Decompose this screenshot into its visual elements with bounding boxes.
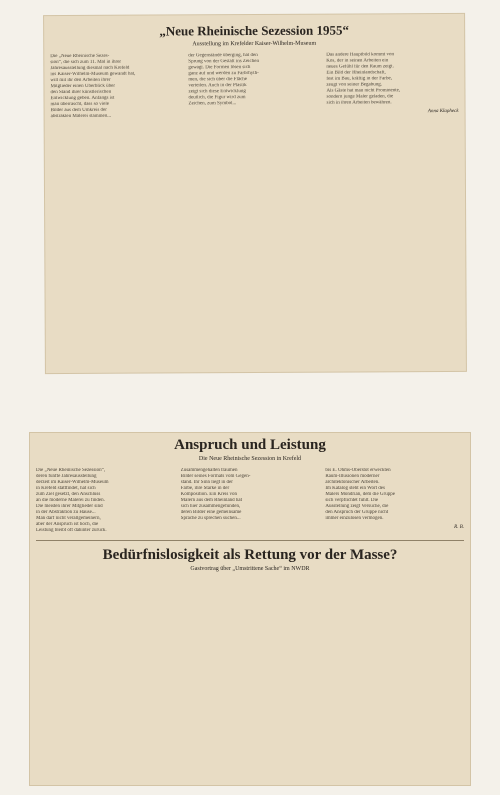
article-column-2	[188, 53, 320, 120]
text-line: Die „Neue Rheinische Sezession“,	[36, 468, 106, 473]
text-line: Bilder seines Formats vom Gegen-	[180, 474, 251, 479]
text-line: sion“, die sich zum 11. Mal in ihrer	[50, 59, 122, 66]
article-column-1	[50, 53, 182, 120]
text-line: Jahresausstellung diesmal nach Krefeld	[50, 65, 130, 72]
article-subheadline: Ausstellung im Krefelder Kaiser-Wilhelm-Museum	[192, 40, 317, 48]
text-line: Malern aus dem Rheinland hat	[180, 498, 243, 503]
article-column-1	[36, 468, 175, 534]
text-line: ins Kaiser-Wilhelm-Museum gewandt hat,	[50, 71, 136, 78]
text-line: sich in ihren Arbeiten bewähren.	[326, 100, 392, 106]
article-subheadline: Die Neue Rheinische Sezession in Krefeld	[198, 456, 302, 462]
text-line: Komposition. Ein Kreis von	[180, 492, 238, 497]
author-signature: Anna Klapheck	[427, 108, 459, 115]
text-line: Die meisten ihrer Mitglieder sind	[36, 504, 103, 509]
text-line: will mit ihr den Arbeiten ihrer	[50, 77, 111, 84]
text-line: architektonischer Arbeiten.	[325, 480, 380, 485]
text-line: ganz auf und werden zu Farbrhyth-	[188, 70, 259, 77]
text-line: in der Abstraktion zu Hause...	[36, 510, 96, 515]
text-line: zum Ziel gesetzt, den Anschluss	[36, 492, 101, 497]
text-line: Malers Mondrian, dem die Gruppe	[325, 492, 395, 497]
article-headline: Anspruch und Leistung	[174, 437, 326, 453]
text-line: Sprache zu sprechen suchen...	[180, 516, 241, 521]
article-column-2	[181, 468, 320, 534]
text-line: deren fünfte Jahresausstellung	[36, 474, 97, 479]
text-line: fest im Bau, kräftig in der Farbe,	[326, 76, 392, 82]
text-line: sondern junge Maler geladen, die	[326, 94, 394, 100]
text-line: gewagt. Die Formen lösen sich	[188, 65, 251, 71]
author-signature: R. B.	[454, 525, 465, 530]
article-column-3	[325, 468, 464, 534]
text-line: Das andere Hauptbild kommt von	[326, 52, 395, 58]
text-line: an die moderne Malerei zu finden.	[36, 498, 105, 503]
text-line: den Anspruch der Gruppe nicht	[325, 510, 389, 515]
text-line: Sprung von der Gestalt ins Zeichen	[188, 58, 260, 65]
text-line: Die „Neue Rheinische Sezes-	[50, 53, 110, 60]
text-line: deutlich, die Figur wird zum	[188, 95, 246, 101]
text-line: Man darf nicht verallgemeinern,	[36, 516, 101, 521]
text-line: Mitglieder einen Überblick über	[50, 83, 116, 90]
newspaper-clipping-sezession	[44, 14, 466, 373]
text-line: derzeit im Kaiser-Wilhelm-Museum	[36, 480, 109, 485]
second-article-subheadline: Gastvortrag über „Umstrittene Sache“ im NWDR	[190, 566, 310, 572]
text-line: neues Gefühl für den Raum zeigt.	[326, 64, 394, 70]
divider	[36, 540, 464, 541]
text-line: Leistung bleibt oft dahinter zurück.	[36, 528, 107, 533]
second-article-headline: Bedürfnislosigkeit als Rettung vor der Masse?	[102, 547, 398, 563]
text-line: Zusammengehalten träumen	[180, 468, 238, 473]
article-headline: „Neue Rheinische Sezession 1955“	[159, 22, 349, 39]
text-line: stand. Ihr Sinn liegt in der	[180, 480, 233, 485]
text-line: in Krefeld stattfindet, hat sich	[36, 486, 96, 491]
newspaper-clipping-anspruch	[30, 433, 470, 785]
article-column-3	[326, 52, 458, 119]
text-line: zeugt von seiner Begabung.	[326, 82, 382, 88]
text-line: Ausstellung zeigt Versuche, die	[325, 504, 389, 509]
text-line: Raum-Illusionen moderner	[325, 474, 380, 479]
text-line: deren Bilder eine gemeinsame	[180, 510, 242, 515]
article-columns	[44, 52, 464, 120]
text-line: Ein Bild der Rheinlandschaft,	[326, 70, 386, 76]
article-columns	[30, 468, 470, 534]
text-line: Zeichen, zum Symbol...	[188, 101, 237, 107]
text-line: verteilen. Auch in der Plastik	[188, 83, 247, 89]
text-line: den Stand ihrer künstlerischen	[50, 89, 112, 96]
text-line: aber der Anspruch ist hoch, die	[36, 522, 99, 527]
text-line: immer einzulösen vermögen.	[325, 516, 384, 521]
text-line: abstrakten Malerei stammen...	[50, 113, 112, 120]
text-line: Im Katalog steht ein Wort des	[325, 486, 385, 491]
text-line: bis E. Ohms-Oberstot erweckten	[325, 468, 391, 473]
text-line: sich hier zusammengefunden,	[180, 504, 241, 509]
text-line: zeigt sich diese Entwicklung	[188, 89, 246, 95]
text-line: Farbe, ihre Stärke in der	[180, 486, 230, 491]
text-line: Entwicklung geben. Anfangs ist	[50, 95, 115, 102]
text-line: Kos, der in seinen Arbeiten ein	[326, 58, 389, 64]
text-line: Bilder aus dem Umkreis der	[50, 107, 107, 114]
text-line: der Gegenstände überging, hat den	[188, 52, 258, 59]
text-line: sich verpflichtet fühlt. Die	[325, 498, 379, 503]
text-line: men, die sich über die Fläche	[188, 77, 248, 83]
text-line: man überrascht, dass so viele	[50, 101, 110, 108]
text-line: Als Gäste hat man nicht Prominente,	[326, 88, 401, 94]
